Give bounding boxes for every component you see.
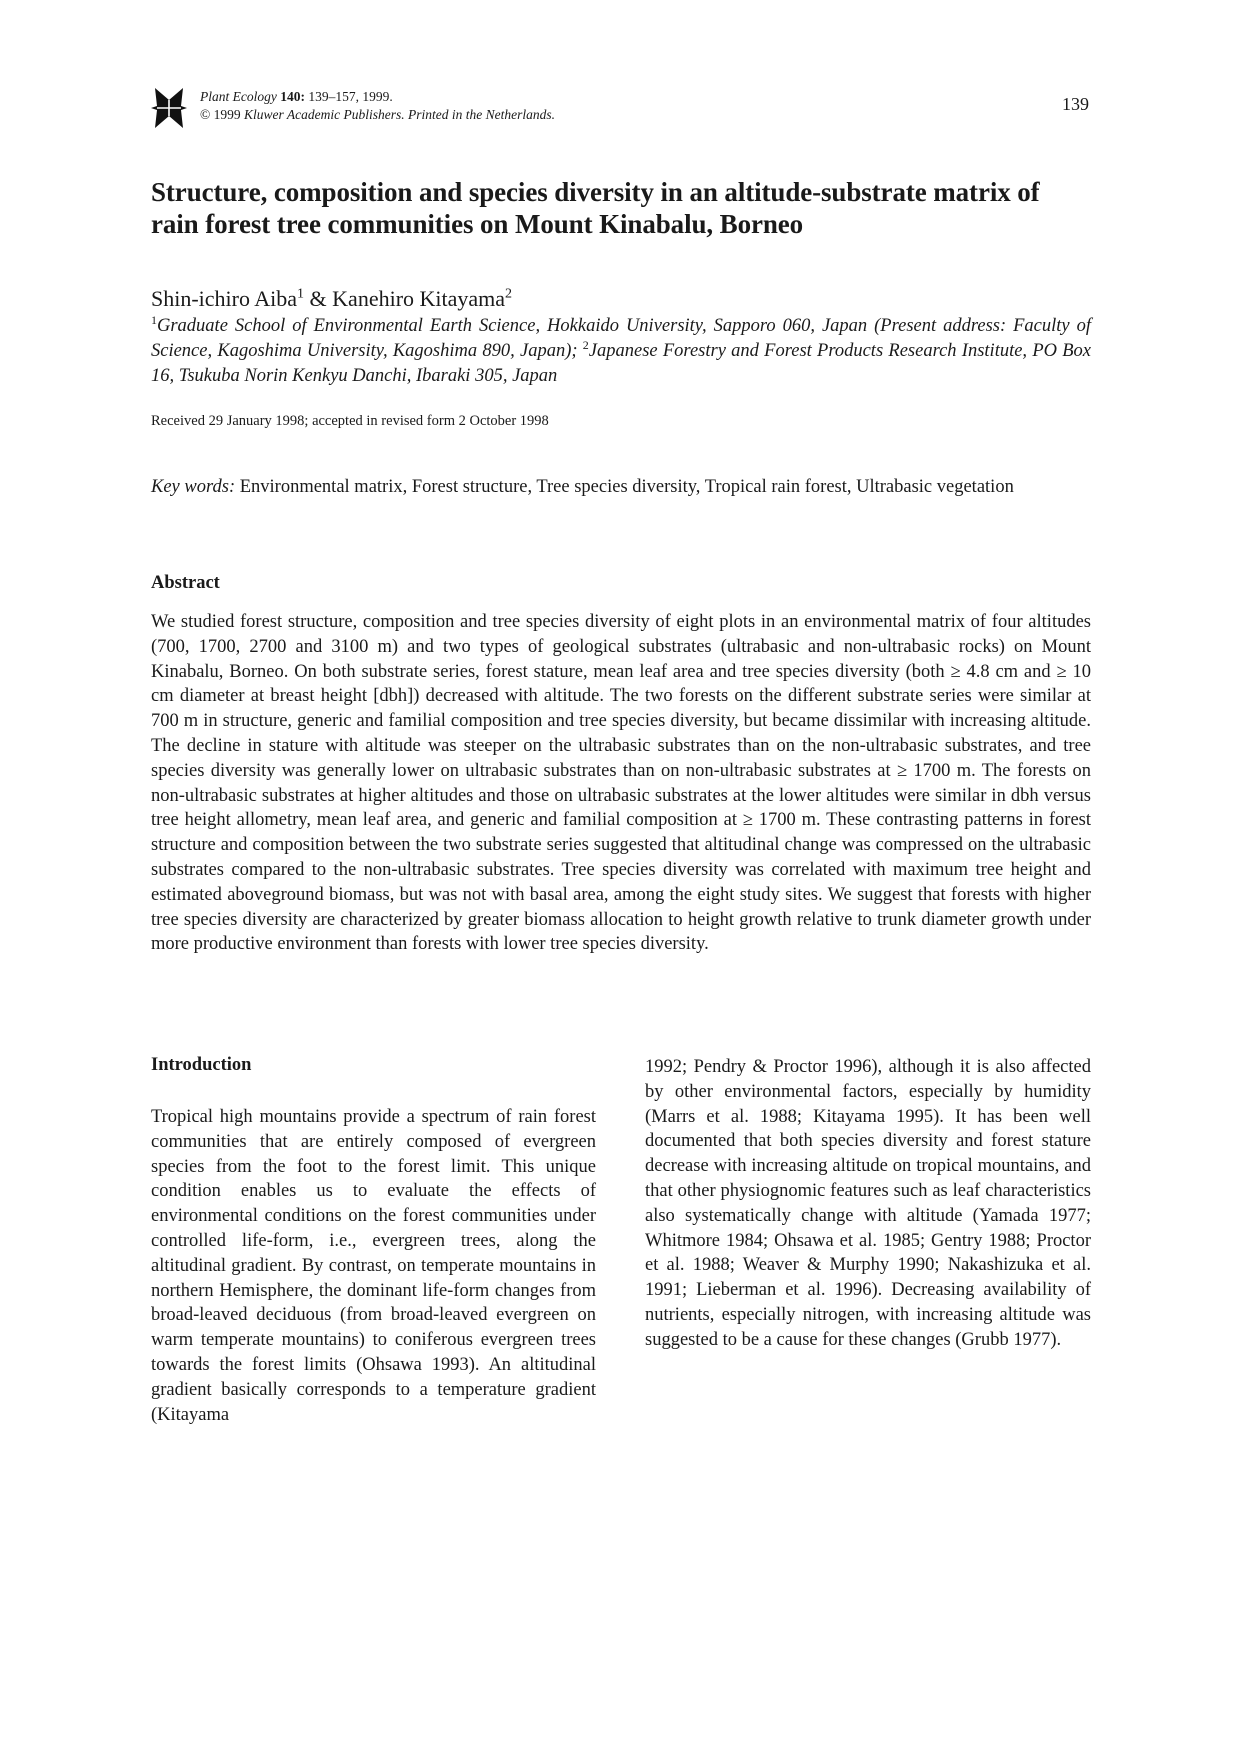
author-name: Kanehiro Kitayama — [332, 286, 506, 311]
affil-mark: 1 — [151, 312, 157, 327]
affil-mark: 2 — [582, 337, 589, 352]
abstract-heading: Abstract — [151, 573, 220, 593]
publisher-name: Kluwer Academic Publishers. — [244, 107, 405, 122]
received-dates: Received 29 January 1998; accepted in revised form 2 October 1998 — [151, 413, 549, 429]
affiliation-1: Graduate School of Environmental Earth Science, Hokkaido University, Sapporo 060, Japan (Present address: Faculty of Science, Kagoshima University, Kagoshima 890, Japan); — [151, 316, 1091, 361]
author-affil-mark: 2 — [505, 286, 513, 302]
author-separator: & — [304, 286, 333, 311]
printed-note: Printed in the Netherlands. — [408, 107, 555, 122]
journal-pages: 139–157, 1999. — [308, 89, 393, 104]
introduction-text-left: Tropical high mountains provide a spectrum of rain forest communities that are entirely composed of evergreen species from the foot to the forest limit. This unique condition enables us to evaluate the effects of environmental conditions on the forest communities under controlled life-form, i.e., evergreen trees, along the altitudinal gradient. By contrast, on temperate mountains in northern Hemisphere, the dominant life-form changes from broad-leaved deciduous (from broad-leaved evergreen on warm temperate mountains) to coniferous evergreen trees towards the forest limits (Ohsawa 1993). An altitudinal gradient basically corresponds to a temperature gradient (Kitayama — [151, 1107, 596, 1425]
author-name: Shin-ichiro Aiba — [151, 286, 298, 311]
journal-volume: 140: — [280, 89, 305, 104]
abstract-text: We studied forest structure, composition and tree species diversity of eight plots in an environmental matrix of four altitudes (700, 1700, 2700 and 3100 m) and two types of geological substrates (ultrabasic and non-ultrabasic rocks) on Mount Kinabalu, Borneo. On both substrate series, forest stature, mean leaf area and tree species diversity (both ≥ 4.8 cm and ≥ 10 cm diameter at breast height [dbh]) decreased with altitude. The two forests on the different substrate series were similar at 700 m in structure, generic and familial composition and tree species diversity, but became dissimilar with increasing altitude. The decline in stature with altitude was steeper on the ultrabasic substrates than on the non-ultrabasic substrates, and tree species diversity was generally lower on ultrabasic substrates than on non-ultrabasic substrates at ≥ 1700 m. The forests on non-ultrabasic substrates at higher altitudes and those on ultrabasic substrates at the lower altitudes were similar in dbh versus tree height allometry, mean leaf area, and generic and familial composition at ≥ 1700 m. These contrasting patterns in forest structure and composition between the two substrate series suggested that altitudinal change was compressed on the ultrabasic substrates compared to the non-ultrabasic substrates. Tree species diversity was correlated with maximum tree height and estimated aboveground biomass, but was not with basal area, among the eight study sites. We suggest that forests with higher tree species diversity are characterized by greater biomass allocation to height growth relative to trunk diameter growth under more productive environment than forests with lower tree species diversity. — [151, 612, 1091, 955]
keywords-label: Key words: — [151, 477, 236, 497]
affiliation-2: Japanese Forestry and Forest Products Research Institute, PO Box 16, Tsukuba Norin Kenkyu Danchi, Ibaraki 305, Japan — [151, 341, 1091, 386]
article-title: Structure, composition and species diversity in an altitude-substrate matrix of rain forest tree communities on Mount Kinabalu, Borneo — [151, 177, 1040, 239]
author-affiliations — [151, 314, 1091, 389]
page-number: 139 — [1062, 94, 1089, 114]
author-line — [151, 286, 512, 312]
copyright-year: © 1999 — [200, 107, 241, 122]
introduction-heading: Introduction — [151, 1055, 252, 1075]
keywords — [151, 475, 1091, 500]
publisher-logo-icon — [151, 86, 187, 130]
author-affil-mark: 1 — [297, 286, 305, 302]
keywords-list: Environmental matrix, Forest structure, Tree species diversity, Tropical rain forest, Ultrabasic vegetation — [235, 477, 1014, 497]
introduction-text-right: 1992; Pendry & Proctor 1996), although it is also affected by other environmental factors, especially by humidity (Marrs et al. 1988; Kitayama 1995). It has been well documented that both species diversity and forest stature decrease with increasing altitude on tropical mountains, and that other physiognomic features such as leaf characteristics also systematically change with altitude (Yamada 1977; Whitmore 1984; Ohsawa et al. 1985; Gentry 1988; Proctor et al. 1988; Weaver & Murphy 1990; Nakashizuka et al. 1991; Lieberman et al. 1996). Decreasing availability of nutrients, especially nitrogen, with increasing altitude was suggested to be a cause for these changes (Grubb 1977). — [645, 1057, 1091, 1350]
journal-name: Plant Ecology — [200, 89, 277, 104]
journal-citation — [200, 88, 555, 124]
